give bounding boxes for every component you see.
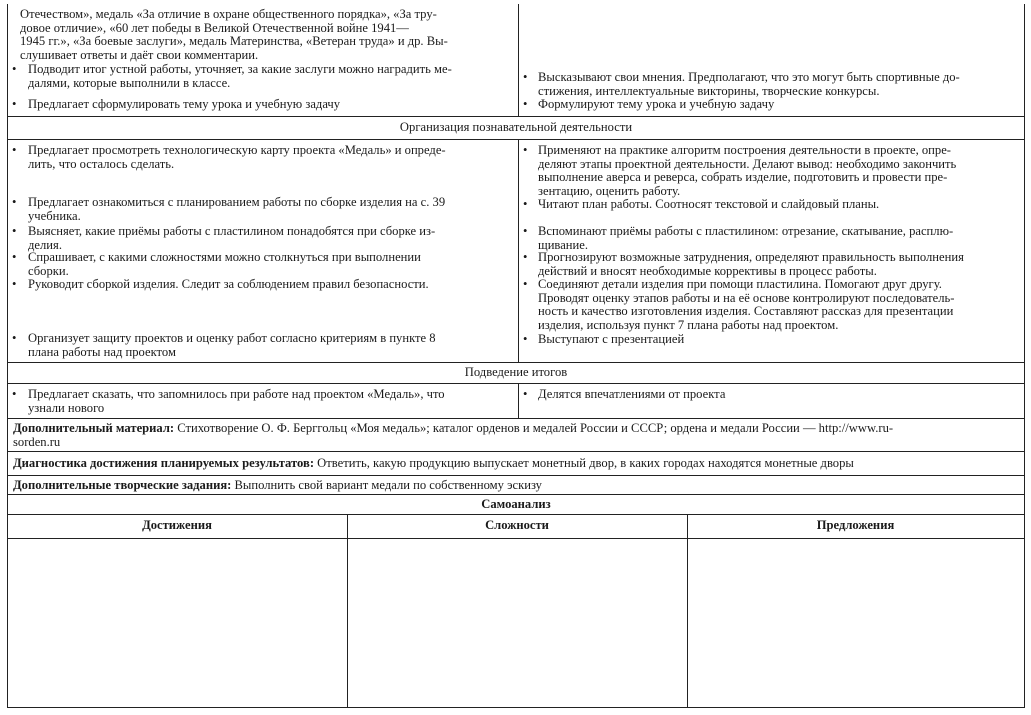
row-divider	[7, 383, 1025, 384]
row-divider	[7, 494, 1025, 495]
org-left-item-2	[28, 196, 510, 223]
text-line: Применяют на практике алгоритм построения деятельности в проекте, опре-	[538, 143, 951, 157]
text-line: довое отличие», «60 лет победы в Великой Отечественной войне 1941—	[20, 20, 409, 35]
section-title-summary: Подведение итогов	[464, 365, 568, 379]
org-left-item-5	[28, 278, 510, 292]
bullet-icon: •	[523, 197, 528, 211]
text-line: выполнение аверса и реверса, собрать изделие, подготовить и провести пре-	[538, 170, 948, 185]
bullet-icon: •	[523, 97, 528, 111]
top-left-item-2	[28, 98, 510, 112]
row-divider	[7, 451, 1025, 452]
text-line: щивание.	[538, 237, 589, 252]
org-left-item-3	[28, 225, 510, 252]
bullet-icon: •	[523, 70, 528, 84]
text-line: узнали нового	[28, 400, 105, 415]
bullet-icon: •	[12, 331, 17, 345]
text-line: Высказывают свои мнения. Предполагают, что это могут быть спортивные до-	[538, 70, 960, 84]
creative-tasks-row	[13, 479, 1021, 493]
summary-right-item	[538, 388, 1018, 402]
table-border-right	[1024, 4, 1025, 708]
org-right-item-3	[538, 225, 1018, 252]
text-line: Вспоминают приёмы работы с пластилином: отрезание, скатывание, расплю-	[538, 224, 954, 238]
text-line: Предлагает сказать, что запомнилось при работе над проектом «Медаль», что	[28, 387, 445, 401]
bullet-icon: •	[12, 250, 17, 264]
bullet-icon: •	[523, 224, 528, 238]
bullet-icon: •	[12, 224, 17, 238]
text-line: делия.	[28, 237, 62, 252]
diagnostics-row	[13, 457, 1021, 471]
table-border-left	[7, 4, 8, 708]
text-line: изделия, используя пункт 7 плана работы над проектом.	[538, 318, 839, 333]
column-divider-summary	[518, 383, 519, 418]
text-line: Выясняет, какие приёмы работы с пластилином понадобятся при сборке из-	[28, 224, 436, 238]
text-line: Отечеством», медаль «За отличие в охране общественного порядка», «За тру-	[20, 7, 437, 21]
org-right-item-6	[538, 333, 1018, 347]
bullet-icon: •	[523, 277, 528, 291]
selfanalysis-divider-2	[687, 514, 688, 708]
text-line: Подводит итог устной работы, уточняет, за какие заслуги можно наградить ме-	[28, 62, 452, 76]
top-right-item-1	[538, 71, 1018, 98]
extra-material-label: Дополнительный материал:	[13, 421, 175, 435]
row-divider	[7, 139, 1025, 140]
extra-material-row	[13, 422, 1021, 449]
bullet-icon: •	[523, 250, 528, 264]
text-line: Руководит сборкой изделия. Следит за соблюдением правил безопасности.	[28, 277, 429, 291]
org-left-item-6	[28, 332, 510, 359]
org-right-item-2	[538, 198, 1018, 212]
text-line: плана работы над проектом	[28, 344, 176, 359]
extra-material-text-cont: sorden.ru	[13, 434, 61, 449]
org-right-item-4	[538, 251, 1018, 278]
creative-tasks-text: Выполнить свой вариант медали по собственному эскизу	[231, 478, 542, 492]
summary-left-item	[28, 388, 510, 415]
top-left-item-1	[28, 63, 510, 90]
creative-tasks-label: Дополнительные творческие задания:	[13, 478, 232, 492]
row-divider	[7, 362, 1025, 363]
text-line: Предлагает просмотреть технологическую карту проекта «Медаль» и опреде-	[28, 143, 446, 157]
column-divider-org	[518, 139, 519, 362]
row-divider	[7, 475, 1025, 476]
org-right-item-5	[538, 278, 1018, 333]
row-divider	[7, 538, 1025, 539]
bullet-icon: •	[12, 97, 17, 111]
org-right-item-1	[538, 144, 1018, 199]
text-line: лить, что осталось сделать.	[28, 156, 175, 171]
text-line: Проводят оценку этапов работы и на её основе контролируют последователь-	[538, 290, 955, 305]
diagnostics-text: Ответить, какую продукцию выпускает монетный двор, в каких городах находятся монетные дворы	[314, 456, 854, 470]
row-divider	[7, 418, 1025, 419]
diagnostics-label: Диагностика достижения планируемых результатов:	[13, 456, 315, 470]
text-line: Делятся впечатлениями от проекта	[538, 387, 726, 401]
top-right-item-2	[538, 98, 1018, 112]
bullet-icon: •	[12, 277, 17, 291]
text-line: стижения, интеллектуальные викторины, творческие конкурсы.	[538, 83, 880, 98]
section-title-organization: Организация познавательной деятельности	[399, 120, 633, 134]
text-line: Предлагает сформулировать тему урока и учебную задачу	[28, 97, 341, 111]
selfanalysis-divider-1	[347, 514, 348, 708]
text-line: Читают план работы. Соотносят текстовой и слайдовый планы.	[538, 197, 880, 211]
text-line: слушивает ответы и даёт свои комментарии.	[20, 48, 259, 63]
text-line: Выступают с презентацией	[538, 332, 685, 346]
selfanalysis-col-difficulties: Сложности	[485, 518, 549, 532]
bullet-icon: •	[12, 62, 17, 76]
text-line: Прогнозируют возможные затруднения, определяют правильность выполнения	[538, 250, 964, 264]
extra-material-text: Стихотворение О. Ф. Берггольц «Моя медаль»; каталог орденов и медалей России и СССР; ордена и медали России — http://www.ru-	[174, 421, 894, 435]
bullet-icon: •	[523, 387, 528, 401]
row-divider	[7, 116, 1025, 117]
row-divider	[7, 514, 1025, 515]
column-divider-top	[518, 4, 519, 116]
text-line: действий и вносят необходимые коррективы в процесс работы.	[538, 263, 877, 278]
org-left-item-4	[28, 251, 510, 278]
text-line: Спрашивает, с какими сложностями можно столкнуться при выполнении	[28, 250, 421, 264]
text-line: Формулируют тему урока и учебную задачу	[538, 97, 775, 111]
text-line: Организует защиту проектов и оценку работ согласно критериям в пункте 8	[28, 331, 436, 345]
bullet-icon: •	[12, 143, 17, 157]
text-line: Предлагает ознакомиться с планированием работы по сборке изделия на с. 39	[28, 195, 446, 209]
text-line: учебника.	[28, 208, 81, 223]
text-line: далями, которые выполнили в классе.	[28, 75, 231, 90]
table-border-bottom	[7, 707, 1025, 708]
bullet-icon: •	[12, 387, 17, 401]
text-line: ность и качество изготовления изделия. Составляют рассказ для презентации	[538, 304, 954, 319]
selfanalysis-title: Самоанализ	[481, 497, 551, 511]
text-line: Соединяют детали изделия при помощи пластилина. Помогают друг другу.	[538, 277, 942, 291]
bullet-icon: •	[12, 195, 17, 209]
text-line: деляют этапы проектной деятельности. Делают вывод: необходимо закончить	[538, 156, 957, 171]
text-line: сборки.	[28, 263, 69, 278]
text-line: зентацию, оценить работу.	[538, 184, 681, 199]
selfanalysis-col-suggestions: Предложения	[816, 518, 895, 532]
selfanalysis-col-achievements: Достижения	[142, 518, 212, 532]
bullet-icon: •	[523, 332, 528, 346]
top-left-continuation	[20, 8, 510, 63]
bullet-icon: •	[523, 143, 528, 157]
text-line: 1945 гг.», «За боевые заслуги», медаль Материнства, «Ветеран труда» и др. Вы-	[20, 34, 448, 49]
org-left-item-1	[28, 144, 510, 171]
